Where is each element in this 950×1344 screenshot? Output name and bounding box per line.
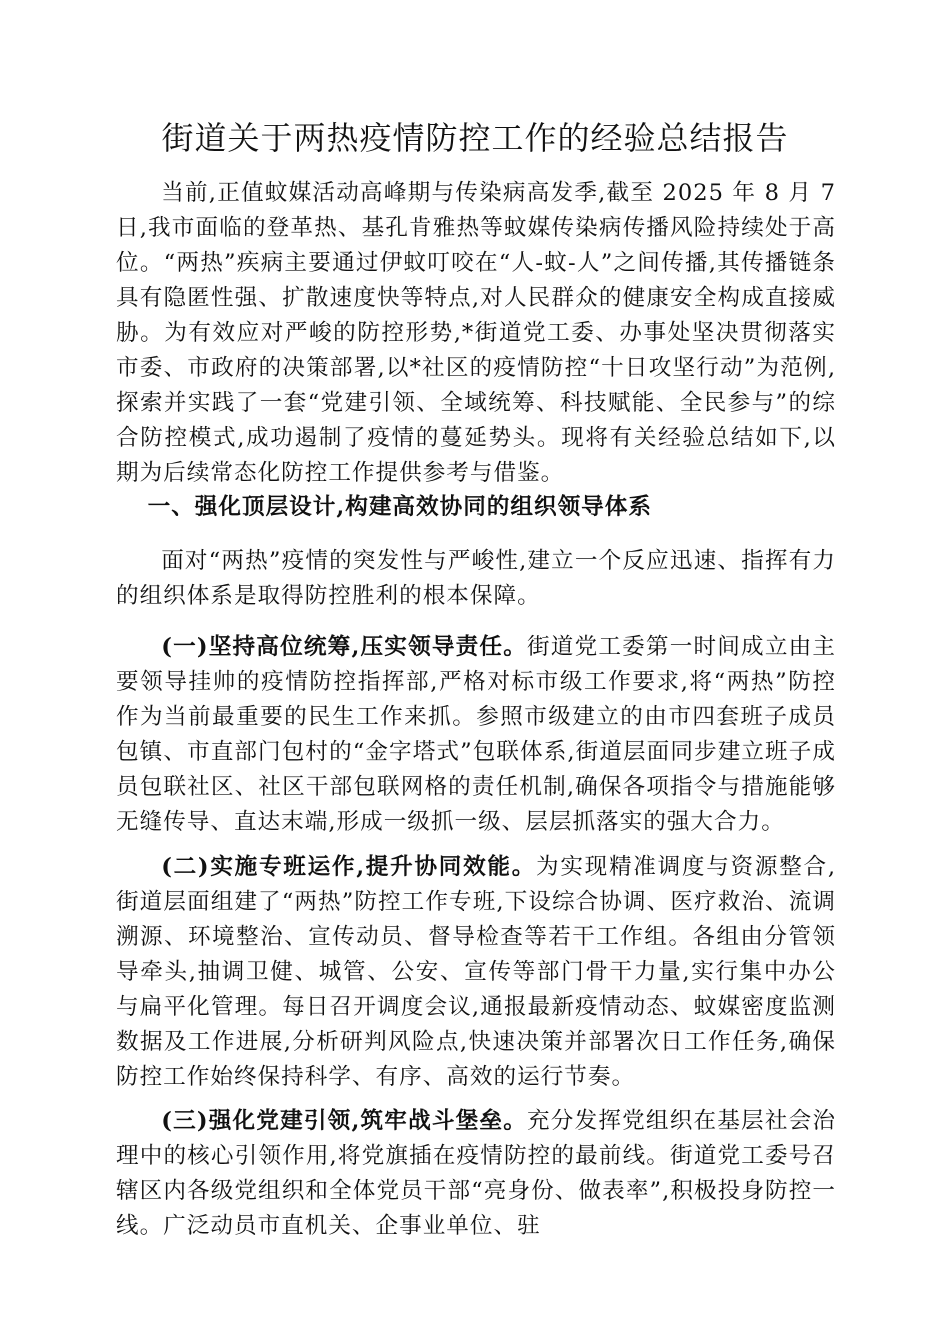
subsection-1-paragraph xyxy=(116,630,836,840)
section-heading-1: 一、强化顶层设计,构建高效协同的组织领导体系 xyxy=(147,494,652,520)
subsection-3-text: 充分发挥党组织在基层社会治理中的核心引领作用,将党旗插在疫情防控的最前线。街道党工委号召辖区内各级党组织和全体党员干部“亮身份、做表率”,积极投身防控一线。广泛动员市直机关、企事业单位、驻 xyxy=(116,1108,837,1239)
subsection-2-paragraph xyxy=(116,850,836,1095)
subsection-3-lead: (三)强化党建引领,筑牢战斗堡垒。 xyxy=(161,1108,527,1134)
subsection-1-text: 街道党工委第一时间成立由主要领导挂帅的疫情防控指挥部,严格对标市级工作要求,将“两热”防控作为当前最重要的民生工作来抓。参照市级建立的由市四套班子成员包镇、市直部门包村的“金字塔式”包联体系,街道层面同步建立班子成员包联社区、社区干部包联网格的责任机制,确保各项指令与措施能够无缝传导、直达末端,形成一级抓一级、层层抓落实的强大合力。 xyxy=(116,634,837,835)
subsection-1-lead: (一)坚持高位统筹,压实领导责任。 xyxy=(161,634,527,660)
document-title: 街道关于两热疫情防控工作的经验总结报告 xyxy=(161,119,789,157)
intro-paragraph: 当前,正值蚊媒活动高峰期与传染病高发季,截至 2025 年 8 月 7 日,我市面临的登革热、基孔肯雅热等蚊媒传染病传播风险持续处于高位。“两热”疾病主要通过伊蚊叮咬在“人-蚊-人”之间传播,其传播链条具有隐匿性强、扩散速度快等特点,对人民群众的健康安全构成直接威胁。为有效应对严峻的防控形势,*街道党工委、办事处坚决贯彻落实市委、市政府的决策部署,以*社区的疫情防控“十日攻坚行动”为范例,探索并实践了一套“党建引领、全域统筹、科技赋能、全民参与”的综合防控模式,成功遏制了疫情的蔓延势头。现将有关经验总结如下,以期为后续常态化防控工作提供参考与借鉴。 xyxy=(116,180,836,486)
subsection-2-lead: (二)实施专班运作,提升协同效能。 xyxy=(161,854,537,880)
subsection-3-paragraph xyxy=(116,1104,836,1244)
section-1-paragraph: 面对“两热”疫情的突发性与严峻性,建立一个反应迅速、指挥有力的组织体系是取得防控胜利的根本保障。 xyxy=(116,548,836,609)
subsection-2-text: 为实现精准调度与资源整合,街道层面组建了“两热”防控工作专班,下设综合协调、医疗救治、流调溯源、环境整治、宣传动员、督导检查等若干工作组。各组由分管领导牵头,抽调卫健、城管、公安、宣传等部门骨干力量,实行集中办公与扁平化管理。每日召开调度会议,通报最新疫情动态、蚊媒密度监测数据及工作进展,分析研判风险点,快速决策并部署次日工作任务,确保防控工作始终保持科学、有序、高效的运行节奏。 xyxy=(116,854,837,1090)
